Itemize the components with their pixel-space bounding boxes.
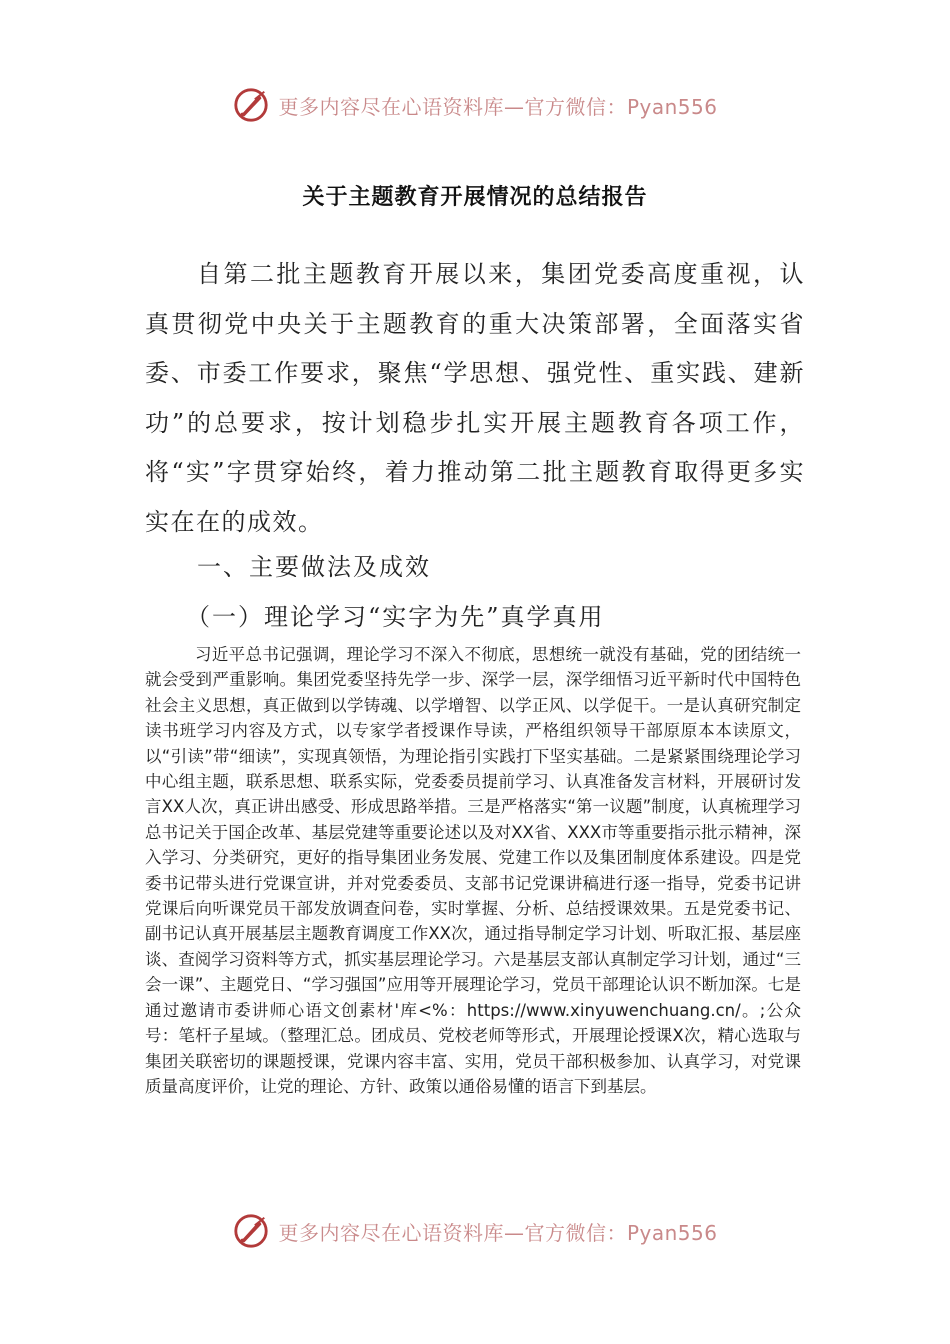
document-title: 关于主题教育开展情况的总结报告: [302, 185, 648, 210]
subsection-heading: （一）理论学习“实字为先”真学真用: [186, 603, 605, 631]
quill-pen-icon: [232, 86, 270, 124]
watermark-text: 更多内容尽在心语资料库—官方微信：Pyan556: [278, 1220, 718, 1245]
body-paragraph: 习近平总书记强调，理论学习不深入不彻底，思想统一就没有基础，党的团结统一就会受到严重影响。集团党委坚持先学一步、深学一层，深学细悟习近平新时代中国特色社会主义思想，真正做到以学铸魂、以学增智、以学正风、以学促干。一是认真研究制定读书班学习内容及方式，以专家学者授课作导读，严格组织领导干部原原本本读原文，以“引读”带“细读”，实现真领悟，为理论指引实践打下坚实基础。二是紧紧围绕理论学习中心组主题，联系思想、联系实际，党委委员提前学习、认真准备发言材料，开展研讨发言XX人次，真正讲出感受、形成思路举措。三是严格落实“第一议题”制度，认真梳理学习总书记关于国企改革、基层党建等重要论述以及对XX省、XXX市等重要指示批示精神，深入学习、分类研究，更好的指导集团业务发展、党建工作以及集团制度体系建设。四是党委书记带头进行党课宣讲，并对党委委员、支部书记党课讲稿进行逐一指导，党委书记讲党课后向听课党员干部发放调查问卷，实时掌握、分析、总结授课效果。五是党委书记、副书记认真开展基层主题教育调度工作XX次，通过指导制定学习计划、听取汇报、基层座谈、查阅学习资料等方式，抓实基层理论学习。六是基层支部认真制定学习计划，通过“三会一课”、主题党日、“学习强国”应用等开展理论学习，党员干部理论认识不断加深。七是通过邀请市委讲师心语文创素材'库<%：https://www.xinyuwenchuang.cn/。;公众号：笔杆子星域。（整理汇总。团成员、党校老师等形式，开展理论授课X次，精心选取与集团关联密切的课题授课，党课内容丰富、实用，党员干部积极参加、认真学习，对党课质量高度评价，让党的理论、方针、政策以通俗易懂的语言下到基层。: [145, 645, 801, 1096]
watermark-banner-bottom: [0, 1206, 950, 1256]
watermark-text: 更多内容尽在心语资料库—官方微信：Pyan556: [278, 94, 718, 119]
section-heading: 一、主要做法及成效: [197, 553, 431, 581]
intro-paragraph: 自第二批主题教育开展以来，集团党委高度重视，认真贯彻党中央关于主题教育的重大决策部署，全面落实省委、市委工作要求，聚焦“学思想、强党性、重实践、建新功”的总要求，按计划稳步扎实开展主题教育各项工作，将“实”字贯穿始终，着力推动第二批主题教育取得更多实实在在的成效。: [145, 260, 805, 536]
quill-pen-icon: [232, 1212, 270, 1250]
watermark-banner-top: [0, 80, 950, 130]
